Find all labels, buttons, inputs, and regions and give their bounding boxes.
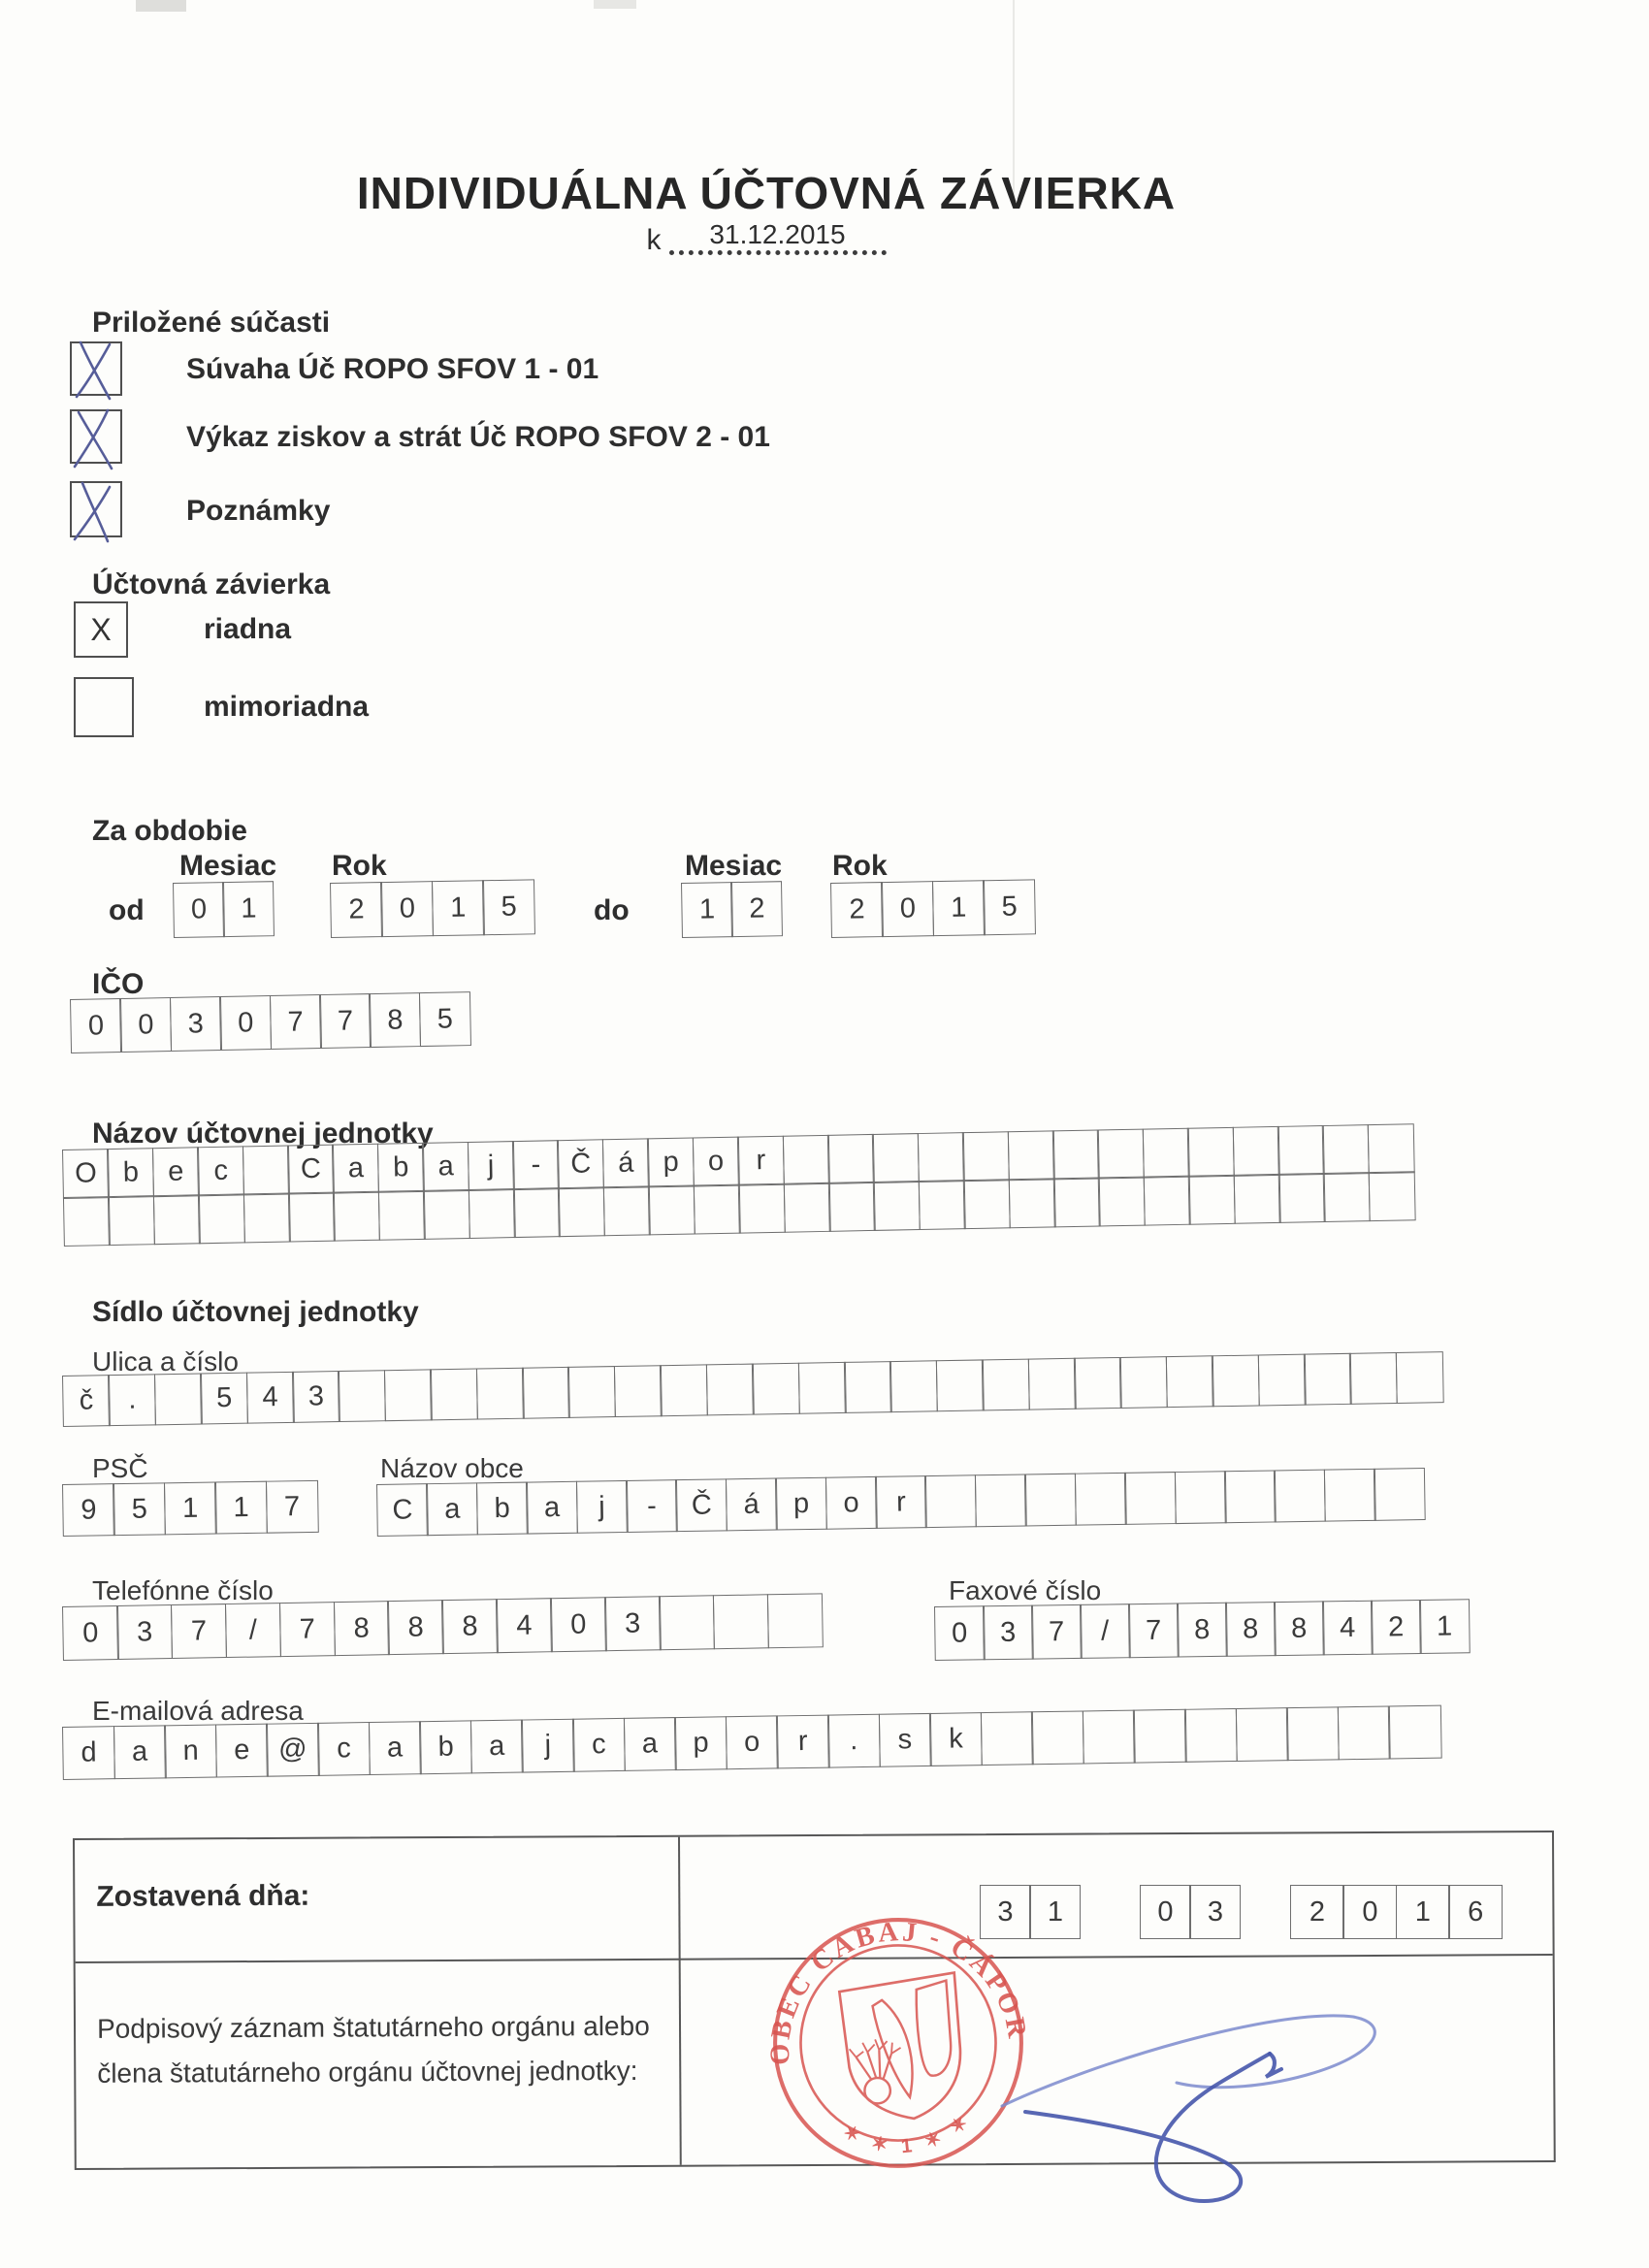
char-cell: 1 xyxy=(1396,1885,1450,1939)
town-label: Názov obce xyxy=(380,1453,524,1483)
char-cell xyxy=(558,1187,605,1238)
char-cell: 3 xyxy=(116,1604,173,1660)
char-cell xyxy=(1174,1471,1226,1524)
checkbox-mimoriadna-label: mimoriadna xyxy=(204,691,370,723)
char-cell xyxy=(1286,1706,1340,1761)
char-cell xyxy=(919,1181,966,1231)
char-cell: 2 xyxy=(830,882,884,938)
char-cell xyxy=(982,1359,1030,1411)
char-cell: o xyxy=(726,1715,779,1769)
char-cell: k xyxy=(929,1712,983,1766)
char-cell: á xyxy=(602,1138,650,1188)
char-cell xyxy=(1098,1177,1146,1227)
char-cell xyxy=(1053,1178,1101,1228)
town-grid xyxy=(376,1468,1426,1537)
char-cell xyxy=(1232,1126,1279,1177)
char-cell: 8 xyxy=(441,1599,498,1654)
char-cell: 8 xyxy=(333,1601,389,1656)
char-cell xyxy=(827,1134,875,1184)
char-cell: b xyxy=(476,1482,529,1536)
char-cell xyxy=(873,1181,921,1231)
char-cell xyxy=(614,1365,663,1417)
char-cell: a xyxy=(369,1721,422,1775)
char-cell xyxy=(924,1474,977,1528)
handwritten-signature xyxy=(975,1974,1431,2217)
char-cell: 9 xyxy=(62,1483,115,1537)
char-cell: r xyxy=(737,1136,785,1186)
char-cell: 2 xyxy=(730,881,783,937)
char-cell: 0 xyxy=(1342,1885,1397,1939)
char-cell xyxy=(333,1191,380,1242)
compiled-month-grid xyxy=(1140,1885,1241,1939)
compiled-date-label: Zostavená dňa: xyxy=(96,1879,310,1913)
char-cell: a xyxy=(422,1142,469,1192)
char-cell: 0 xyxy=(70,998,122,1053)
char-cell: 7 xyxy=(266,1480,319,1534)
char-cell: 7 xyxy=(279,1602,336,1657)
char-cell: 5 xyxy=(419,991,471,1047)
char-cell: 7 xyxy=(171,1604,227,1659)
char-cell xyxy=(1166,1355,1214,1408)
checkbox-poznamky xyxy=(70,481,122,537)
char-cell xyxy=(1277,1125,1325,1176)
char-cell xyxy=(1274,1470,1326,1523)
checkbox-suvaha-label: Súvaha Úč ROPO SFOV 1 - 01 xyxy=(186,353,599,385)
char-cell xyxy=(198,1194,245,1245)
char-cell xyxy=(1396,1351,1444,1404)
from-year-grid xyxy=(330,879,535,938)
closing-heading: Účtovná závierka xyxy=(92,568,331,600)
char-cell xyxy=(963,1180,1011,1230)
char-cell xyxy=(1184,1708,1238,1763)
scan-artifact xyxy=(136,0,186,12)
char-cell: 3 xyxy=(292,1371,340,1423)
to-month-grid xyxy=(681,881,783,938)
char-cell xyxy=(1224,1470,1277,1523)
char-cell: c xyxy=(572,1718,626,1772)
char-cell xyxy=(430,1369,478,1421)
char-cell xyxy=(1052,1129,1100,1180)
char-cell: e xyxy=(152,1147,200,1197)
char-cell: 3 xyxy=(980,1885,1031,1939)
checkbox-riadna-label: riadna xyxy=(204,613,292,645)
char-cell: 5 xyxy=(482,879,535,935)
char-cell xyxy=(738,1183,786,1234)
to-month-label: Mesiac xyxy=(685,850,783,882)
char-cell xyxy=(1368,1172,1415,1222)
char-cell: 1 xyxy=(681,882,733,938)
char-cell xyxy=(1074,1357,1122,1409)
char-cell: j xyxy=(576,1480,629,1534)
char-cell xyxy=(476,1368,525,1420)
attachments-heading: Priložené súčasti xyxy=(92,307,331,339)
char-cell: p xyxy=(674,1716,728,1770)
char-cell: a xyxy=(623,1717,676,1771)
char-cell: 2 xyxy=(1290,1885,1344,1939)
char-cell xyxy=(1097,1129,1145,1180)
char-cell xyxy=(423,1189,470,1240)
char-cell: 1 xyxy=(222,881,275,937)
char-cell xyxy=(1008,1179,1055,1229)
stamp-shield xyxy=(839,1973,969,2125)
char-cell xyxy=(1368,1123,1415,1174)
char-cell: 0 xyxy=(219,995,272,1051)
char-cell xyxy=(1188,1175,1236,1225)
char-cell xyxy=(1007,1130,1054,1181)
checkbox-vykaz xyxy=(70,409,122,464)
dotted-line xyxy=(669,250,887,255)
email-label: E-mailová adresa xyxy=(92,1696,304,1726)
char-cell: c xyxy=(317,1722,371,1776)
checkbox-riadna xyxy=(74,601,128,658)
to-year-grid xyxy=(830,879,1036,938)
char-cell xyxy=(752,1363,800,1415)
checkbox-poznamky-label: Poznámky xyxy=(186,495,331,527)
char-cell xyxy=(889,1360,938,1412)
char-cell xyxy=(648,1185,695,1236)
checkbox-vykaz-label: Výkaz ziskov a strát Úč ROPO SFOV 2 - 01 xyxy=(186,421,770,453)
from-month-label: Mesiac xyxy=(179,850,277,882)
char-cell: 8 xyxy=(1177,1603,1227,1658)
date-prefix: k xyxy=(646,224,662,256)
char-cell xyxy=(384,1369,433,1421)
char-cell: 7 xyxy=(319,993,372,1049)
char-cell xyxy=(1338,1705,1391,1760)
char-cell xyxy=(962,1131,1010,1182)
char-cell: r xyxy=(875,1475,927,1529)
char-cell: p xyxy=(647,1137,695,1187)
char-cell xyxy=(659,1595,715,1650)
char-cell: 8 xyxy=(1225,1602,1276,1657)
char-cell xyxy=(1323,1173,1371,1223)
printed-x-mark: X xyxy=(90,611,112,647)
char-cell: @ xyxy=(266,1723,319,1777)
char-cell: o xyxy=(693,1137,740,1187)
from-year-label: Rok xyxy=(332,850,387,882)
char-cell: 1 xyxy=(164,1482,217,1536)
char-cell: 5 xyxy=(113,1482,166,1536)
char-cell: Č xyxy=(557,1139,604,1189)
ico-label: IČO xyxy=(92,968,145,1000)
char-cell: 0 xyxy=(1140,1885,1191,1939)
char-cell: n xyxy=(164,1724,217,1778)
char-cell xyxy=(513,1188,561,1239)
char-cell: b xyxy=(107,1148,154,1198)
char-cell: 3 xyxy=(170,996,222,1052)
handwritten-x-mark xyxy=(65,405,127,470)
char-cell: 1 xyxy=(932,880,986,936)
handwritten-x-mark xyxy=(65,476,127,544)
char-cell: 1 xyxy=(432,880,485,936)
signature-caption-line1: Podpisový záznam štatutárneho orgánu alebo xyxy=(96,2010,650,2044)
char-cell: . xyxy=(827,1714,881,1768)
char-cell: 0 xyxy=(173,882,225,938)
char-cell: O xyxy=(62,1149,110,1199)
char-cell xyxy=(242,1146,290,1196)
char-cell xyxy=(936,1359,985,1411)
char-cell: j xyxy=(521,1719,574,1773)
ico-grid xyxy=(70,991,471,1053)
char-cell: č xyxy=(62,1375,111,1427)
char-cell: 7 xyxy=(270,994,322,1050)
char-cell xyxy=(767,1593,824,1648)
char-cell xyxy=(706,1364,755,1416)
psc-label: PSČ xyxy=(92,1453,148,1483)
char-cell xyxy=(694,1184,741,1235)
char-cell: 4 xyxy=(1322,1601,1373,1656)
char-cell xyxy=(1027,1358,1076,1410)
stamp-bottom-marks: ✶ ✶ 1 ✶ ✶ xyxy=(838,2109,977,2158)
char-cell: b xyxy=(419,1720,472,1774)
char-cell xyxy=(288,1192,336,1243)
psc-grid xyxy=(62,1480,318,1537)
char-cell: a xyxy=(332,1144,379,1194)
char-cell xyxy=(918,1132,965,1183)
period-to-label: do xyxy=(594,894,630,926)
char-cell xyxy=(1388,1705,1441,1760)
char-cell: b xyxy=(377,1143,425,1193)
char-cell: á xyxy=(726,1478,778,1532)
char-cell: 2 xyxy=(1371,1600,1421,1655)
char-cell: a xyxy=(113,1725,167,1779)
compiled-year-grid xyxy=(1290,1885,1503,1939)
char-cell xyxy=(1075,1473,1127,1526)
char-cell xyxy=(567,1366,616,1418)
char-cell xyxy=(1083,1710,1136,1765)
char-cell: j xyxy=(468,1141,515,1191)
char-cell: . xyxy=(108,1374,156,1426)
street-label: Ulica a číslo xyxy=(92,1346,239,1377)
char-cell: - xyxy=(626,1479,678,1533)
char-cell: 7 xyxy=(1031,1604,1082,1660)
char-cell xyxy=(844,1361,892,1413)
char-cell xyxy=(1024,1474,1077,1527)
char-cell xyxy=(1324,1469,1376,1522)
char-cell xyxy=(1349,1352,1398,1405)
char-cell xyxy=(1233,1174,1280,1224)
char-cell xyxy=(1143,1128,1190,1179)
table-divider-vertical xyxy=(678,1837,682,2165)
char-cell: 3 xyxy=(983,1605,1033,1661)
char-cell xyxy=(1236,1707,1289,1762)
char-cell: 6 xyxy=(1448,1885,1503,1939)
char-cell xyxy=(713,1594,769,1649)
char-cell xyxy=(1278,1173,1326,1223)
handwritten-x-mark xyxy=(65,337,127,403)
char-cell xyxy=(153,1195,201,1246)
stamp-text: OBEC CABAJ - ČÁPOR xyxy=(764,1916,1033,2066)
char-cell: 0 xyxy=(119,997,172,1053)
char-cell: 5 xyxy=(983,879,1036,935)
char-cell xyxy=(378,1190,426,1241)
char-cell: 3 xyxy=(604,1596,661,1651)
char-cell: 4 xyxy=(496,1598,552,1653)
char-cell xyxy=(797,1362,846,1414)
char-cell: o xyxy=(825,1476,878,1530)
char-cell: 0 xyxy=(62,1605,118,1661)
char-cell xyxy=(1257,1354,1306,1407)
char-cell: 5 xyxy=(200,1373,248,1425)
period-from-label: od xyxy=(109,894,145,926)
street-grid xyxy=(62,1351,1443,1427)
char-cell: Č xyxy=(675,1478,728,1532)
char-cell xyxy=(782,1135,829,1185)
checkbox-suvaha xyxy=(70,341,122,396)
phone-label: Telefónne číslo xyxy=(92,1575,274,1605)
char-cell: C xyxy=(287,1145,335,1195)
char-cell: s xyxy=(878,1713,931,1767)
char-cell: / xyxy=(1080,1604,1130,1659)
char-cell: p xyxy=(775,1477,827,1531)
char-cell: 8 xyxy=(369,992,421,1048)
fax-grid xyxy=(934,1599,1470,1661)
char-cell xyxy=(1133,1709,1186,1764)
char-cell: 7 xyxy=(1128,1603,1179,1658)
signature-caption-line2: člena štatutárneho orgánu účtovnej jednotky: xyxy=(97,2055,638,2089)
char-cell: a xyxy=(426,1482,478,1536)
char-cell xyxy=(154,1373,203,1425)
char-cell: a xyxy=(526,1481,578,1535)
period-heading: Za obdobie xyxy=(92,815,247,847)
char-cell xyxy=(1119,1356,1168,1409)
char-cell xyxy=(1124,1472,1177,1525)
as-of-date-line xyxy=(0,221,1533,255)
char-cell xyxy=(981,1711,1034,1766)
char-cell xyxy=(522,1367,570,1419)
char-cell: a xyxy=(470,1720,524,1774)
char-cell: 0 xyxy=(550,1597,606,1652)
char-cell xyxy=(1031,1710,1084,1765)
char-cell xyxy=(1187,1127,1235,1178)
char-cell: / xyxy=(225,1603,281,1658)
printed-x-mark xyxy=(76,679,132,735)
char-cell: 8 xyxy=(387,1600,443,1655)
char-cell xyxy=(660,1364,708,1416)
scan-artifact xyxy=(594,0,636,9)
char-cell xyxy=(603,1186,651,1237)
char-cell xyxy=(1304,1353,1352,1406)
char-cell: 4 xyxy=(246,1372,295,1424)
char-cell xyxy=(63,1196,111,1247)
char-cell xyxy=(1322,1124,1370,1175)
char-cell xyxy=(1143,1176,1190,1226)
char-cell: C xyxy=(376,1483,429,1537)
entity-name-label: Názov účtovnej jednotky xyxy=(92,1118,434,1150)
char-cell xyxy=(1374,1468,1426,1521)
char-cell: 3 xyxy=(1189,1885,1241,1939)
address-heading: Sídlo účtovnej jednotky xyxy=(92,1296,419,1328)
char-cell xyxy=(872,1133,920,1183)
char-cell xyxy=(1212,1354,1260,1407)
to-year-label: Rok xyxy=(832,850,888,882)
char-cell: e xyxy=(215,1724,269,1778)
char-cell xyxy=(108,1196,155,1247)
char-cell xyxy=(975,1474,1027,1527)
char-cell: - xyxy=(512,1140,560,1190)
char-cell: 1 xyxy=(1029,1885,1081,1939)
char-cell: r xyxy=(776,1715,829,1769)
char-cell: 0 xyxy=(934,1605,985,1661)
char-cell: 0 xyxy=(380,881,434,937)
char-cell: 1 xyxy=(214,1481,268,1535)
char-cell xyxy=(783,1183,830,1233)
from-month-grid xyxy=(173,881,275,938)
char-cell: c xyxy=(197,1146,244,1196)
char-cell: d xyxy=(62,1726,115,1780)
char-cell: 0 xyxy=(881,881,934,937)
char-cell xyxy=(338,1370,386,1422)
checkbox-mimoriadna xyxy=(74,677,134,737)
char-cell: 2 xyxy=(330,882,383,938)
char-cell: 1 xyxy=(1419,1599,1470,1654)
char-cell xyxy=(469,1188,516,1239)
char-cell xyxy=(828,1182,876,1232)
char-cell xyxy=(243,1193,291,1244)
form-title: INDIVIDUÁLNA ÚČTOVNÁ ZÁVIERKA xyxy=(356,168,1177,218)
char-cell: 8 xyxy=(1274,1601,1324,1656)
as-of-date: 31.12.2015 xyxy=(709,219,846,249)
fax-label: Faxové číslo xyxy=(949,1575,1102,1605)
